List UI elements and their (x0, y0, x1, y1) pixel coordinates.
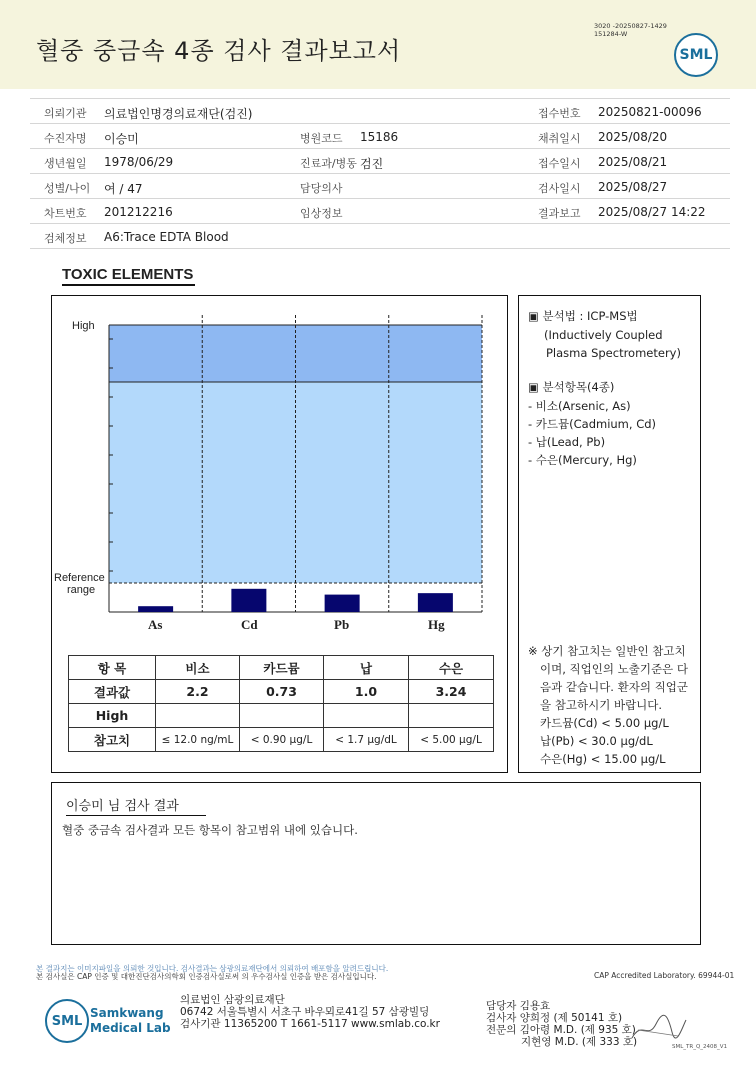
chart-number: 201212216 (104, 205, 173, 219)
note-line: 이며, 직업인의 노출기준은 다 (540, 662, 688, 676)
footer-logo: SML (45, 999, 89, 1043)
section-title: TOXIC ELEMENTS (62, 266, 195, 286)
sex-age: 여 / 47 (104, 182, 143, 196)
report-title: 혈중 중금속 4종 검사 결과보고서 (36, 37, 402, 65)
field-label: 진료과/병동 (300, 157, 357, 170)
info-row (30, 99, 730, 124)
cap-accreditation: CAP Accredited Laboratory. 69944-01 (594, 971, 735, 980)
row-label: 참고치 (69, 728, 156, 752)
info-row (30, 224, 730, 249)
table-cell: 2.2 (156, 680, 240, 704)
field-label: 채취일시 (538, 132, 581, 145)
table-row (69, 728, 494, 752)
field-label: 접수번호 (538, 107, 581, 120)
test-date: 2025/08/27 (598, 180, 668, 194)
result-table (68, 655, 494, 752)
method-line-2: Plasma Spectrometery) (546, 346, 681, 360)
receipt-date: 2025/08/21 (598, 155, 668, 169)
table-cell: ≤ 12.0 ng/mL (156, 728, 240, 752)
item-lead: - 납(Lead, Pb) (528, 435, 606, 449)
bar-hg (418, 593, 453, 612)
y-label-reference: Reference (54, 572, 105, 584)
item-arsenic: - 비소(Arsenic, As) (528, 399, 631, 413)
note-line: 카드뮴(Cd) < 5.00 μg/L (540, 716, 669, 730)
note-line: 납(Pb) < 30.0 μg/dL (540, 734, 653, 748)
staff-line-1: 담당자 김용효 (486, 1000, 551, 1012)
field-label: 차트번호 (44, 207, 87, 220)
table-header: 수은 (409, 656, 494, 680)
footer-notice-2: 본 검사실은 CAP 인증 및 대한진단검사의학회 인증검사실로써 의 우수검사실 인증을 받은 검사실입니다. (36, 972, 377, 981)
document-code: 3020 -20250827-1429 151284-W (594, 22, 667, 38)
table-cell: < 5.00 μg/L (409, 728, 494, 752)
high-band (109, 325, 482, 382)
patient-name: 이승미 (104, 132, 139, 146)
table-row (69, 680, 494, 704)
result-title: 이승미 님 검사 결과 (66, 795, 206, 816)
form-code: SML_TR_Q_2408_V1 (672, 1044, 728, 1050)
brand-line-2: Medical Lab (90, 1021, 171, 1035)
field-label: 생년월일 (44, 157, 87, 170)
bar-cd (231, 589, 266, 612)
hospital-code: 15186 (360, 130, 399, 144)
y-label-range: range (67, 584, 96, 596)
field-label: 성별/나이 (44, 182, 91, 195)
field-label: 담당의사 (300, 182, 343, 195)
sml-logo: SML (674, 33, 718, 77)
x-label-pb: Pb (334, 617, 350, 632)
table-header: 카드뮴 (240, 656, 324, 680)
birth-date: 1978/06/29 (104, 155, 174, 169)
table-header-row (69, 656, 494, 680)
table-cell (409, 704, 494, 728)
toxic-elements-chart (51, 295, 507, 635)
brand-line-1: Samkwang (90, 1006, 164, 1020)
staff-line-2: 검사자 양희정 (제 50141 호) (486, 1012, 623, 1024)
table-cell: 3.24 (409, 680, 494, 704)
address-line-2: 06742 서울특별시 서초구 바우뫼로41길 57 삼광빌딩 (180, 1006, 430, 1018)
collection-date: 2025/08/20 (598, 130, 668, 144)
table-header: 비소 (156, 656, 240, 680)
specimen-info: A6:Trace EDTA Blood (104, 230, 229, 244)
field-label: 결과보고 (538, 207, 581, 220)
table-cell: < 1.7 μg/dL (324, 728, 409, 752)
field-label: 검사일시 (538, 182, 581, 195)
bar-as (138, 606, 173, 612)
field-label: 수진자명 (44, 132, 87, 145)
staff-line-3: 전문의 김아령 M.D. (제 935 호) (486, 1024, 636, 1036)
table-header: 항 목 (69, 656, 156, 680)
table-cell (324, 704, 409, 728)
item-cadmium: - 카드뮴(Cadmium, Cd) (528, 417, 657, 431)
note-line: ※ 상기 참고치는 일반인 참고치 (528, 644, 686, 658)
items-title: ▣ 분석항목(4종) (528, 380, 615, 394)
bar-pb (325, 595, 360, 612)
report-date: 2025/08/27 14:22 (598, 205, 706, 219)
info-row (30, 199, 730, 224)
note-line: 음과 같습니다. 환자의 직업군 (540, 680, 688, 694)
y-label-high: High (72, 320, 95, 332)
footer-notice-1: 본 결과지는 이미지파일을 의뢰한 것입니다. 검사결과는 삼광의료재단에서 의뢰하여 배포함을 알려드립니다. (36, 964, 389, 973)
department: 검진 (360, 157, 384, 171)
field-label: 의뢰기관 (44, 107, 87, 120)
field-label: 검체정보 (44, 232, 87, 245)
address-line-1: 의료법인 삼광의료재단 (180, 994, 285, 1006)
note-line: 을 참고하시기 바랍니다. (540, 698, 663, 712)
x-label-hg: Hg (428, 617, 445, 632)
row-label: High (69, 704, 156, 728)
table-cell: < 0.90 μg/L (240, 728, 324, 752)
x-label-cd: Cd (241, 617, 258, 632)
method-title: ▣ 분석법 : ICP-MS법 (528, 309, 638, 323)
table-header: 납 (324, 656, 409, 680)
field-label: 임상정보 (300, 207, 343, 220)
table-cell (240, 704, 324, 728)
staff-line-4: 지현영 M.D. (제 333 호) (521, 1036, 638, 1048)
table-cell (156, 704, 240, 728)
info-row (30, 124, 730, 149)
result-text: 혈중 중금속 검사결과 모든 항목이 참고범위 내에 있습니다. (62, 823, 358, 837)
requesting-institution: 의료법인명경의료재단(검진) (104, 107, 253, 121)
method-line-1: (Inductively Coupled (544, 328, 663, 342)
table-row (69, 704, 494, 728)
receipt-number: 20250821-00096 (598, 105, 702, 119)
info-row (30, 149, 730, 174)
table-cell: 0.73 (240, 680, 324, 704)
row-label: 결과값 (69, 680, 156, 704)
field-label: 접수일시 (538, 157, 581, 170)
address-line-3: 검사기관 11365200 T 1661-5117 www.smlab.co.kr (180, 1018, 440, 1030)
table-cell: 1.0 (324, 680, 409, 704)
item-mercury: - 수은(Mercury, Hg) (528, 453, 637, 467)
signature-mark (628, 1010, 688, 1046)
info-row (30, 174, 730, 199)
x-label-as: As (148, 617, 163, 632)
field-label: 병원코드 (300, 132, 343, 145)
note-line: 수은(Hg) < 15.00 μg/L (540, 752, 666, 766)
